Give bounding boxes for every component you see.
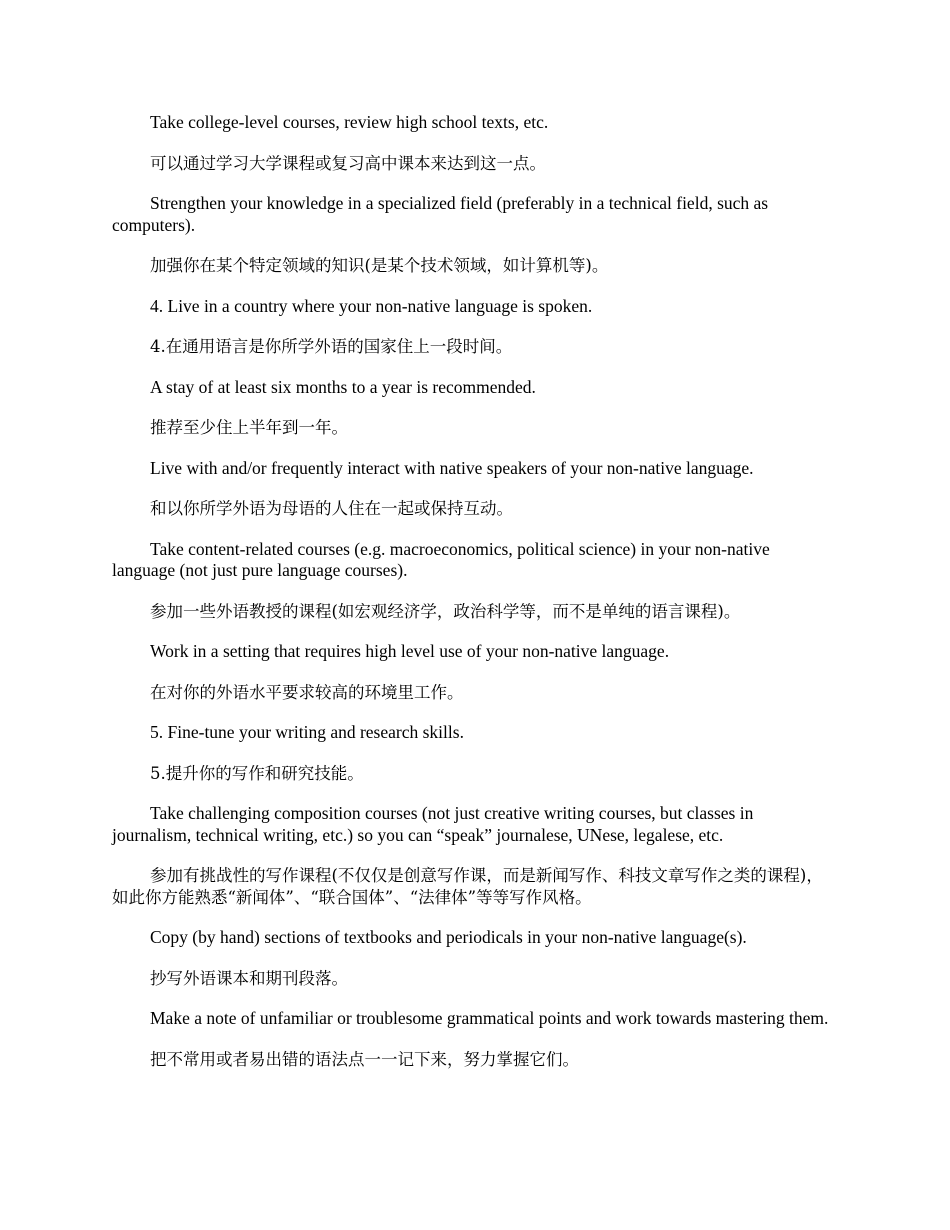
paragraph-en: Copy (by hand) sections of textbooks and periodicals in your non-native language(s). (150, 927, 747, 947)
paragraph-zh: 在对你的外语水平要求较高的环境里工作。 (150, 682, 464, 702)
paragraph-zh: 参加一些外语教授的课程(如宏观经济学，政治科学等，而不是单纯的语言课程)。 (150, 601, 741, 621)
section-heading-zh: 4.在通用语言是你所学外语的国家住上一段时间。 (150, 337, 513, 356)
paragraph-en: Take content-related courses (e.g. macroeconomics, political science) in your non-native language (not just pure language courses). (112, 538, 770, 580)
paragraph-zh: 参加有挑战性的写作课程(不仅仅是创意写作课，而是新闻写作、科技文章写作之类的课程)，如此你方能熟悉“新闻体”、“联合国体”、“法律体”等等写作风格。 (112, 866, 823, 907)
paragraph-en: Take challenging composition courses (not just creative writing courses, but classes in journalism, technical writing, etc.) so you can “speak” journalese, UNese, legalese, etc. (112, 803, 754, 845)
paragraph-en: Strengthen your knowledge in a specialized field (preferably in a technical field, such as computers). (112, 193, 769, 235)
paragraph-en: Make a note of unfamiliar or troublesome grammatical points and work towards mastering them. (150, 1008, 829, 1028)
paragraph-zh: 把不常用或者易出错的语法点一一记下来，努力掌握它们。 (150, 1049, 579, 1069)
paragraph-zh: 推荐至少住上半年到一年。 (150, 418, 348, 437)
section-heading-en: 5. Fine-tune your writing and research skills. (150, 722, 464, 742)
paragraph-en: A stay of at least six months to a year is recommended. (150, 376, 536, 397)
paragraph-en: Work in a setting that requires high level use of your non-native language. (150, 641, 670, 661)
paragraph-en: Take college-level courses, review high school texts, etc. (150, 112, 549, 132)
section-heading-zh: 5.提升你的写作和研究技能。 (150, 763, 364, 783)
paragraph-zh: 和以你所学外语为母语的人住在一起或保持互动。 (150, 499, 513, 518)
paragraph-en: Live with and/or frequently interact with native speakers of your non-native language. (150, 457, 754, 478)
paragraph-zh: 可以通过学习大学课程或复习高中课本来达到这一点。 (150, 153, 546, 173)
document-body (112, 112, 830, 1089)
paragraph-zh: 加强你在某个特定领域的知识(是某个技术领域，如计算机等)。 (150, 256, 609, 275)
section-heading-en: 4. Live in a country where your non-native language is spoken. (150, 295, 593, 316)
paragraph-zh: 抄写外语课本和期刊段落。 (150, 968, 348, 988)
